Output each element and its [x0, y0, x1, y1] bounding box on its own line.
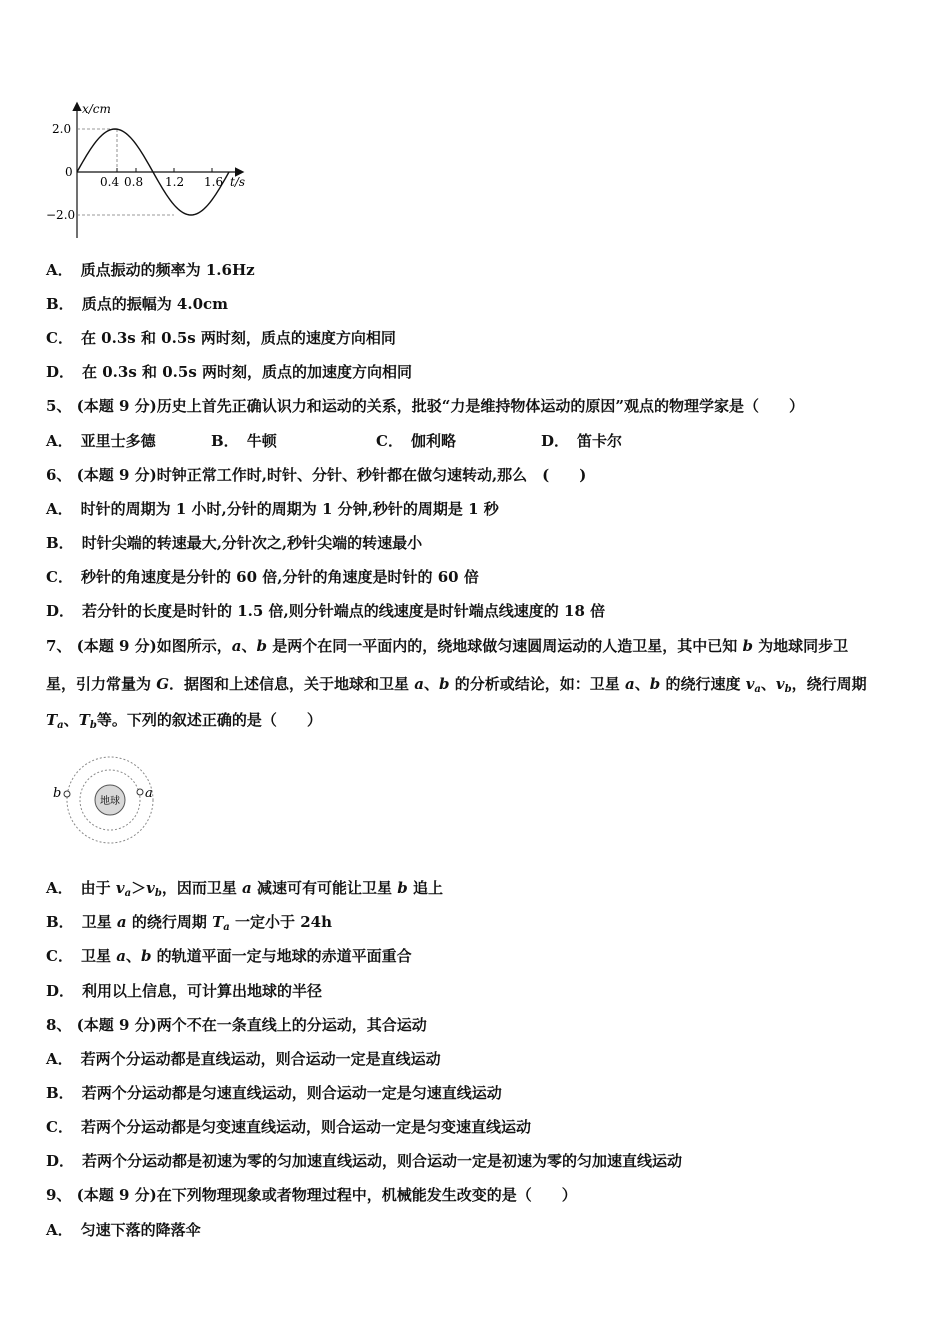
satellite-b [64, 791, 70, 797]
y-tick-min: −2.0 [46, 208, 76, 222]
earth-label: 地球 [100, 796, 120, 807]
q5-stem: 5、 (本题 9 分)历史上首先正确认识力和运动的关系，批驳“力是维持物体运动的原因”观点的物理学家是（ ） [46, 397, 804, 415]
x-tick-label-0.8: 0.8 [124, 175, 144, 189]
y-tick-max: 2.0 [52, 122, 72, 136]
satellite-a [137, 789, 143, 795]
q8-stem: 8、 (本题 9 分)两个不在一条直线上的分运动，其合运动 [46, 1016, 427, 1034]
q7-option-a[interactable]: A． 由于 $v_a>v_b$，因而卫星 a 减速可有可能让卫星 b 追上 [46, 879, 443, 899]
q8-option-b[interactable]: B． 若两个分运动都是匀速直线运动，则合运动一定是匀速直线运动 [46, 1084, 502, 1102]
q9-option-a[interactable]: A． 匀速下落的降落伞 [46, 1221, 201, 1239]
q5-option-c[interactable]: C． 伽利略 [376, 432, 456, 450]
oscillation-graph [40, 98, 260, 248]
q7-option-d[interactable]: D． 利用以上信息，可计算出地球的半径 [46, 982, 323, 1000]
q6-stem: 6、 (本题 9 分)时钟正常工作时,时针、分针、秒针都在做匀速转动,那么 ( ) [46, 466, 587, 484]
q8-option-d[interactable]: D． 若两个分运动都是初速为零的匀加速直线运动，则合运动一定是初速为零的匀加速直线运动 [46, 1152, 683, 1170]
q5-option-d[interactable]: D． 笛卡尔 [541, 432, 623, 450]
q6-option-d[interactable]: D． 若分针的长度是时针的 1.5 倍,则分针端点的线速度是时针端点线速度的 18 倍 [46, 602, 606, 620]
x-tick-label-0.4: 0.4 [100, 175, 120, 189]
x-axis-label: t/s [230, 175, 246, 189]
x-tick-label-1.6: 1.6 [204, 175, 224, 189]
y-axis-label: x/cm [82, 102, 111, 116]
q8-option-a[interactable]: A． 若两个分运动都是直线运动，则合运动一定是直线运动 [46, 1050, 441, 1068]
q7-stem-line2: 星，引力常量为 G．据图和上述信息，关于地球和卫星 a、b 的分析或结论，如：卫星 a、b 的绕行速度 $v_a$、$v_b$，绕行周期 [46, 675, 867, 695]
x-tick-label-1.2: 1.2 [165, 175, 185, 189]
q4-option-a[interactable]: A． 质点振动的频率为 1.6Hz [46, 261, 255, 279]
satellite-b-label: b [53, 786, 62, 801]
q6-option-c[interactable]: C． 秒针的角速度是分针的 60 倍,分针的角速度是时针的 60 倍 [46, 568, 479, 586]
q6-option-b[interactable]: B． 时针尖端的转速最大,分针次之,秒针尖端的转速最小 [46, 534, 423, 552]
q4-option-d[interactable]: D． 在 0.3s 和 0.5s 两时刻，质点的加速度方向相同 [46, 363, 412, 381]
q6-option-a[interactable]: A． 时针的周期为 1 小时,分针的周期为 1 分钟,秒针的周期是 1 秒 [46, 500, 499, 518]
q5-options [46, 431, 622, 451]
y-tick-zero: 0 [65, 165, 73, 179]
q7-stem-line3: $T_a$、$T_b$等。下列的叙述正确的是（ ） [46, 711, 322, 731]
q5-option-a[interactable]: A． 亚里士多德 [46, 432, 156, 450]
q5-option-b[interactable]: B． 牛顿 [211, 432, 277, 450]
q7-stem-line1: 7、 (本题 9 分)如图所示，a、b 是两个在同一平面内的，绕地球做匀速圆周运动的人造卫星，其中已知 b 为地球同步卫 [46, 637, 849, 655]
q9-stem: 9、 (本题 9 分)在下列物理现象或者物理过程中，机械能发生改变的是（ ） [46, 1186, 577, 1204]
q4-option-c[interactable]: C． 在 0.3s 和 0.5s 两时刻，质点的速度方向相同 [46, 329, 396, 347]
satellite-a-label: a [145, 786, 153, 801]
q7-option-c[interactable]: C． 卫星 a、b 的轨道平面一定与地球的赤道平面重合 [46, 947, 412, 965]
q7-option-b[interactable]: B． 卫星 a 的绕行周期 $T_a$ 一定小于 24h [46, 913, 332, 933]
orbit-figure [48, 750, 168, 850]
q8-option-c[interactable]: C． 若两个分运动都是匀变速直线运动，则合运动一定是匀变速直线运动 [46, 1118, 531, 1136]
q4-option-b[interactable]: B． 质点的振幅为 4.0cm [46, 295, 229, 313]
